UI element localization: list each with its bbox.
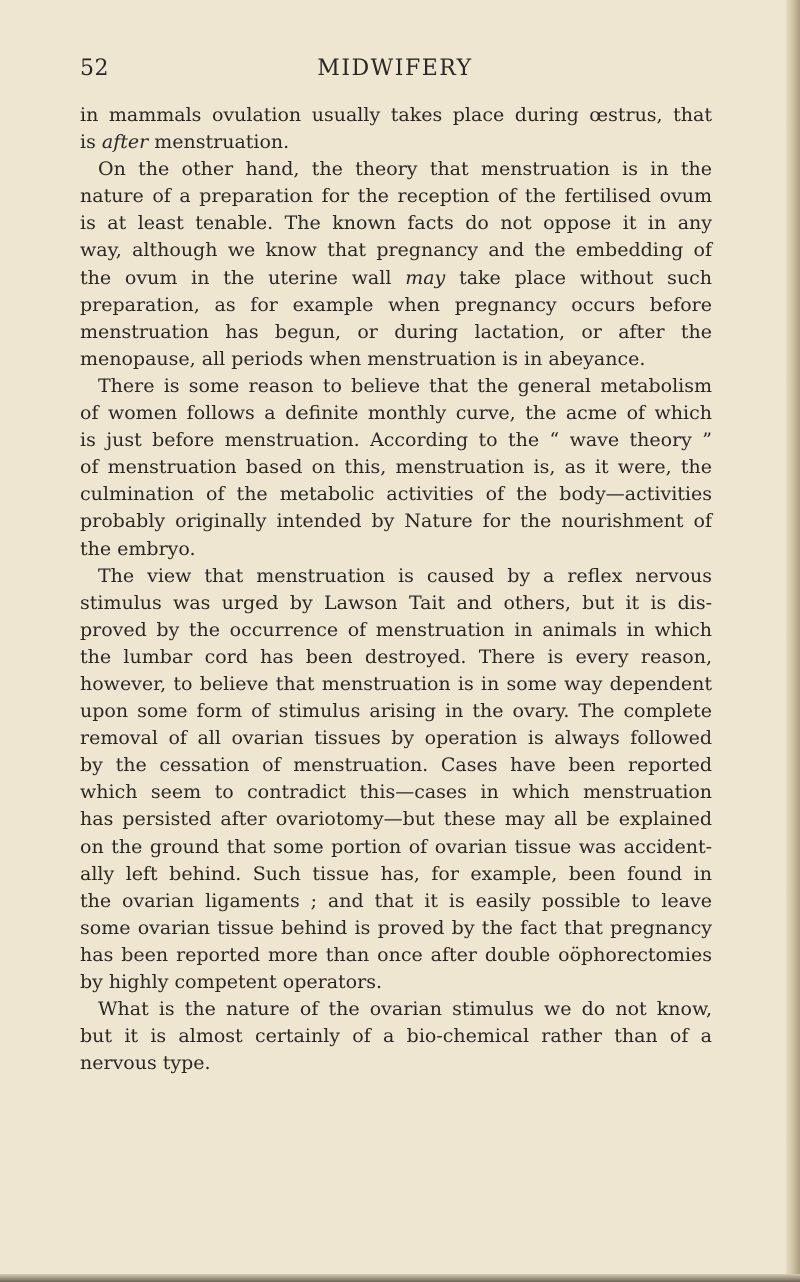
text-line: the embryo. <box>80 537 196 560</box>
text-line: of menstruation based on this, menstruation is, as it were, the <box>80 456 712 479</box>
italic-word: may <box>405 266 446 289</box>
page-header <box>80 56 710 90</box>
running-title: MIDWIFERY <box>317 56 473 81</box>
text-line: proved by the occurrence of menstruation in animals in which <box>80 618 712 641</box>
text-line: the ovum in the uterine wall may take place without such <box>80 266 712 289</box>
text-line: probably originally intended by Nature for the nourishment of <box>80 510 712 533</box>
text-line: stimulus was urged by Lawson Tait and others, but it is dis- <box>80 591 712 614</box>
text-line: the lumbar cord has been destroyed. There is every reason, <box>80 645 712 668</box>
italic-word: after <box>101 131 149 154</box>
text-line: but it is almost certainly of a bio-chemical rather than of a <box>80 1025 712 1048</box>
text-line: menopause, all periods when menstruation is in abeyance. <box>80 347 646 370</box>
page-number: 52 <box>80 56 109 81</box>
text-line: has been reported more than once after double oöphorectomies <box>80 943 712 966</box>
text-line: has persisted after ovariotomy—but these may all be explained <box>80 808 712 831</box>
text-line: however, to believe that menstruation is in some way dependent <box>80 672 712 695</box>
text-line: some ovarian tissue behind is proved by the fact that pregnancy <box>80 916 712 939</box>
page-edge-shadow <box>786 0 800 1282</box>
text-line: by highly competent operators. <box>80 971 382 993</box>
text-line: nervous type. <box>80 1052 211 1075</box>
text-line: way, although we know that pregnancy and the embedding of <box>80 239 712 262</box>
text-line: of women follows a definite monthly curve, the acme of which <box>80 402 712 425</box>
text-line: nature of a preparation for the reception of the fertilised ovum <box>80 185 712 208</box>
text-line: removal of all ovarian tissues by operation is always followed <box>80 727 712 750</box>
paragraph-first-line: What is the nature of the ovarian stimulus we do not know, <box>98 998 712 1021</box>
text-line: on the ground that some portion of ovarian tissue was accident- <box>80 835 712 858</box>
paragraph-first-line: There is some reason to believe that the general metabolism <box>98 374 712 397</box>
text-line: is just before menstruation. According to the “ wave theory ” <box>80 429 712 452</box>
page-bottom-edge <box>0 1274 800 1282</box>
text-line: is after menstruation. <box>80 131 290 154</box>
text-line: in mammals ovulation usually takes place during œstrus, that <box>80 104 712 126</box>
text-line: preparation, as for example when pregnancy occurs before <box>80 293 712 316</box>
paragraph-first-line: On the other hand, the theory that menstruation is in the <box>98 158 712 181</box>
body-text <box>80 102 712 1077</box>
text-line: is at least tenable. The known facts do not oppose it in any <box>80 212 712 235</box>
text-line: by the cessation of menstruation. Cases have been reported <box>80 754 712 777</box>
text-line: menstruation has begun, or during lactation, or after the <box>80 320 712 343</box>
paragraph-first-line: The view that menstruation is caused by a reflex nervous <box>98 564 712 587</box>
text-line: which seem to contradict this—cases in which menstruation <box>80 781 712 804</box>
text-line: ally left behind. Such tissue has, for example, been found in <box>80 862 712 885</box>
text-line: culmination of the metabolic activities of the body—activities <box>80 483 712 506</box>
text-line: upon some form of stimulus arising in the ovary. The complete <box>80 700 712 723</box>
text-line: the ovarian ligaments ; and that it is easily possible to leave <box>80 889 712 912</box>
